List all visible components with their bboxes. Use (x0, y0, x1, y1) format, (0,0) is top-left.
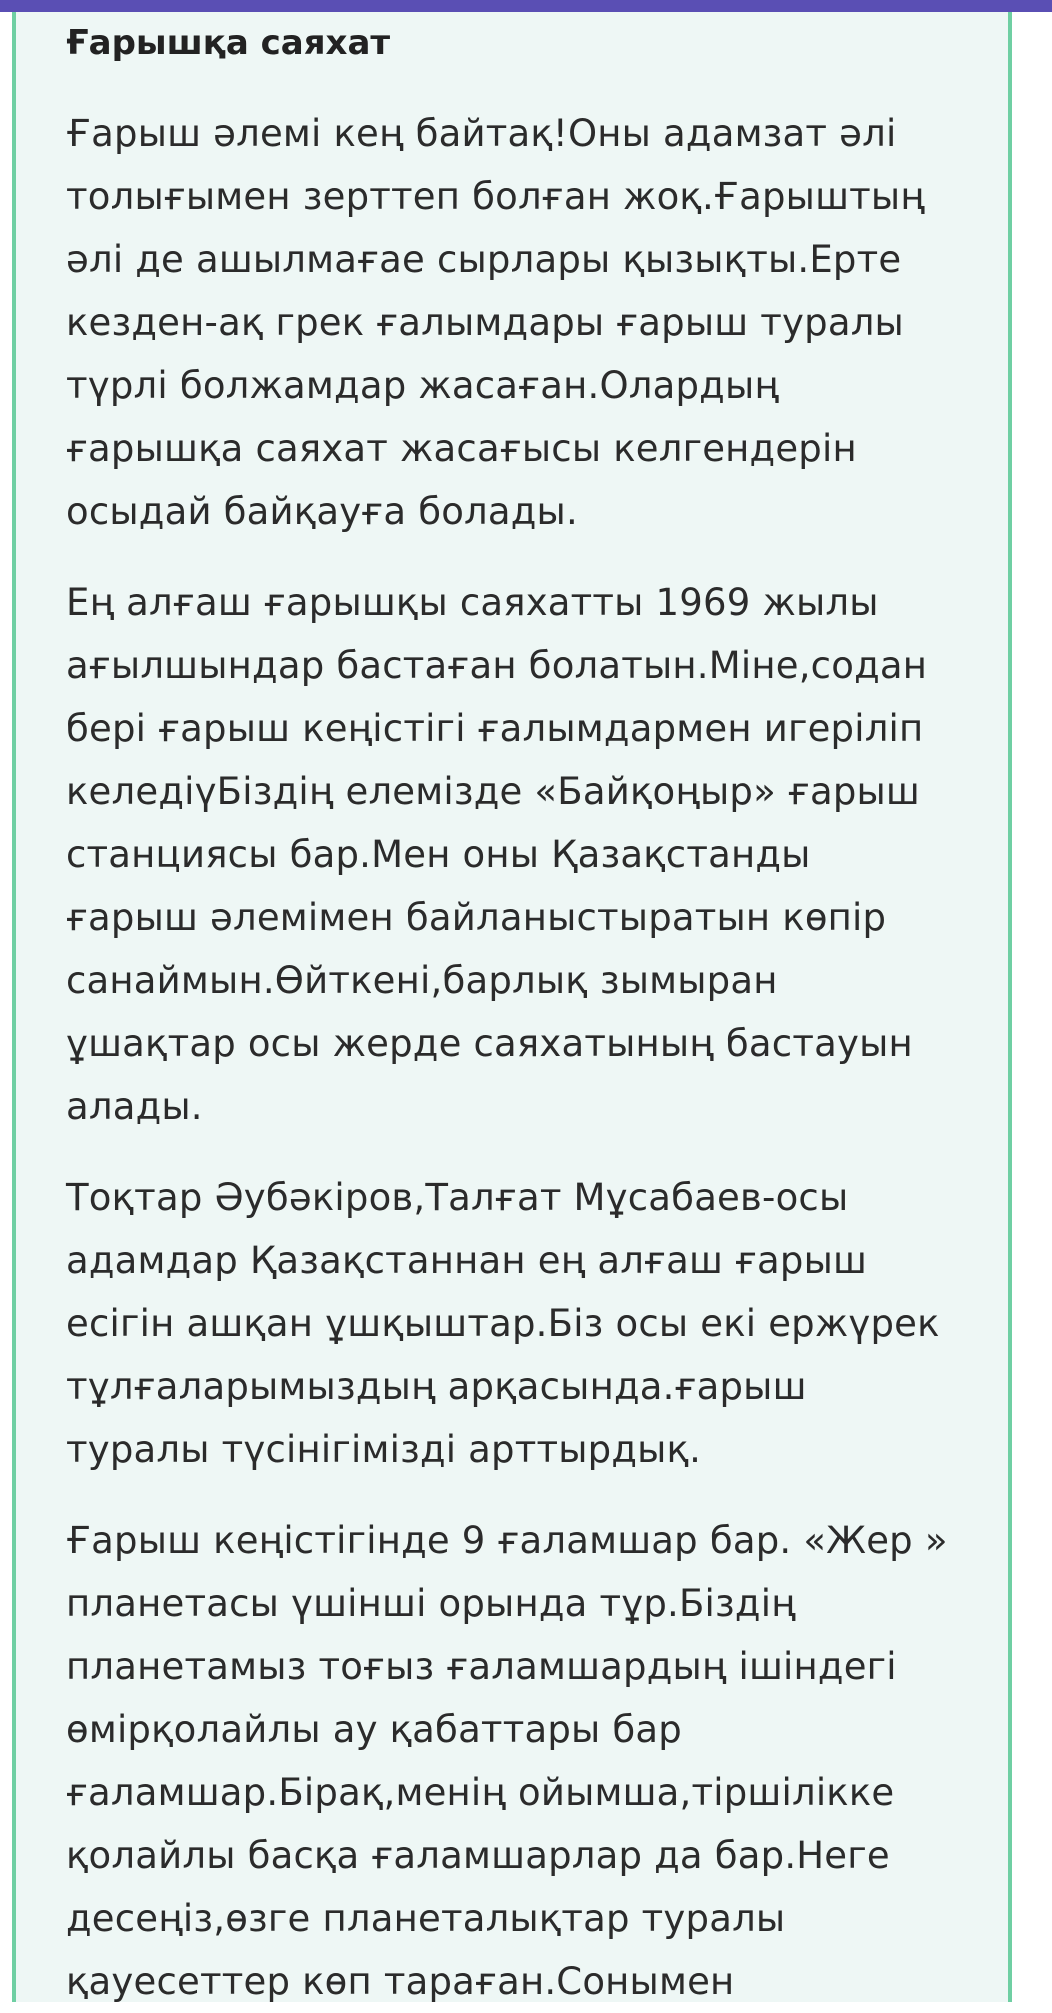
answer-title: Ғарышқа саяхат (66, 23, 391, 63)
answer-card (12, 12, 1012, 2002)
answer-paragraph-1: Ғарыш әлемі кең байтақ!Оны адамзат әлі толығымен зерттеп болған жоқ.Ғарыштың әлі де ашылмағае сырлары қызықты.Ерте кезден-ақ грек ғалымдары ғарыш туралы түрлі болжамдар жасаған.Олардың ғарышқа саяхат жасағысы келгендерін осыдай байқауға болады. (66, 112, 925, 533)
answer-paragraph-3: Тоқтар Әубәкіров,Талғат Мұсабаев-осы адамдар Қазақстаннан ең алғаш ғарыш есігін ашқан ұшқыштар.Біз осы екі ержүрек тұлғаларымыздың арқасында.ғарыш туралы түсінігімізді арттырдық. (66, 1176, 940, 1471)
answer-paragraph-4: Ғарыш кеңістігінде 9 ғаламшар бар. «Жер » планетасы үшінші орында тұр.Біздің планетамыз тоғыз ғаламшардың ішіндегі өмірқолайлы ау қабаттары бар ғаламшар.Бірақ,менің ойымша,тіршілікке қолайлы басқа ғаламшарлар да бар.Неге десеңіз,өзге планеталықтар туралы қауесеттер көп тараған.Сонымен (66, 1519, 948, 2003)
top-accent-bar (0, 0, 1052, 12)
answer-content (66, 12, 986, 2013)
answer-paragraph-2: Ең алғаш ғарышқы саяхатты 1969 жылы ағылшындар бастаған болатын.Міне,содан бері ғарыш кеңістігі ғалымдармен игеріліп келедіүБіздің елемізде «Байқоңыр» ғарыш станциясы бар.Мен оны Қазақстанды ғарыш әлемімен байланыстыратын көпір санаймын.Өйткені,барлық зымыран ұшақтар осы жерде саяхатының бастауын алады. (66, 581, 928, 1128)
